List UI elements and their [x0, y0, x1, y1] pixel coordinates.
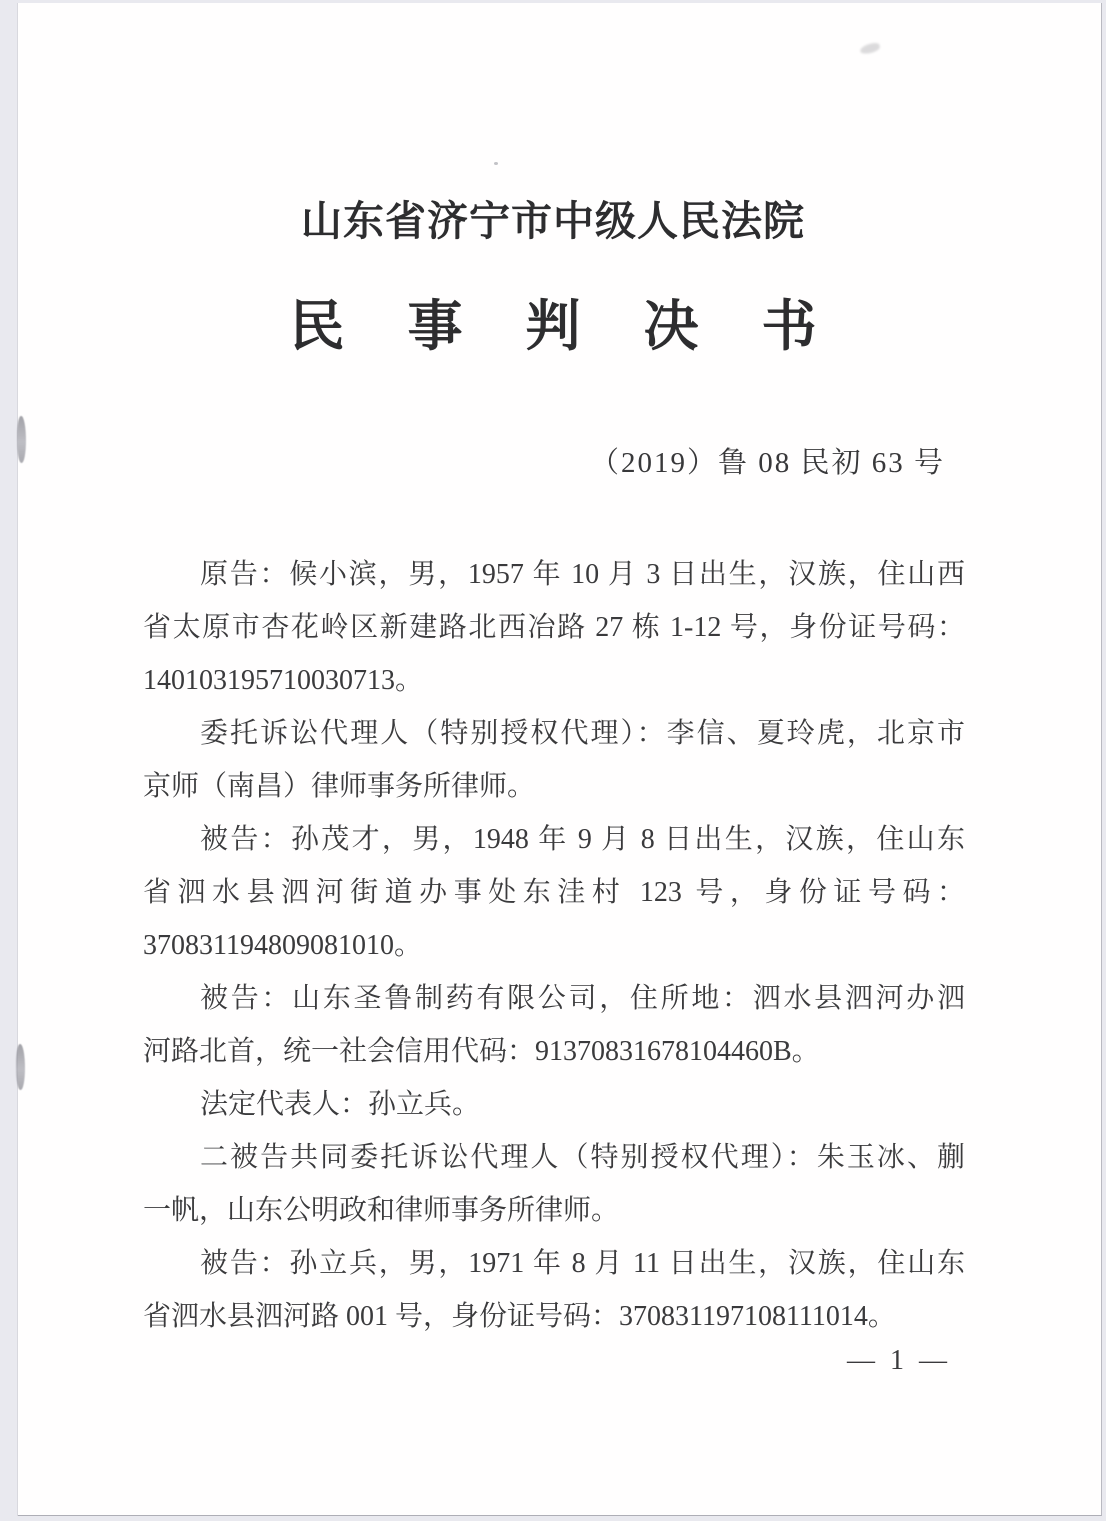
scan-speck [494, 162, 498, 165]
body-line: 法定代表人：孙立兵。 [200, 1089, 481, 1120]
document-type-text: 民事判决书 [289, 296, 880, 357]
body-line: 被告：山东圣鲁制药有限公司，住所地：泗水县泗河办泗 [200, 983, 965, 1014]
body-line: 370831194809081010。 [143, 930, 422, 961]
body-line: 委托诉讼代理人（特别授权代理）：李信、夏玲虎，北京市 [200, 718, 965, 749]
body-line: 省太原市杏花岭区新建路北西冶路 27 栋 1-12 号，身份证号码： [143, 612, 965, 643]
body-line: 140103195710030713。 [143, 665, 424, 696]
court-name-title: 山东省济宁市中级人民法院 [301, 198, 805, 244]
scan-binding-smudge [17, 416, 26, 463]
body-line: 被告：孙茂才，男，1948 年 9 月 8 日出生，汉族，住山东 [200, 824, 965, 855]
body-line: 二被告共同委托诉讼代理人（特别授权代理）：朱玉冰、蒯 [200, 1142, 965, 1173]
document-type-title [0, 282, 1106, 361]
judgment-body-text [143, 548, 965, 1343]
body-line: 一帆，山东公明政和律师事务所律师。 [143, 1195, 620, 1226]
case-number: （2019）鲁 08 民初 63 号 [589, 447, 945, 479]
body-line: 省泗水县泗河路 001 号，身份证号码：370831197108111014。 [143, 1301, 896, 1332]
body-line: 原告：候小滨，男，1957 年 10 月 3 日出生，汉族，住山西 [200, 559, 965, 590]
page-number: — 1 — [847, 1345, 951, 1376]
body-line: 河路北首，统一社会信用代码：91370831678104460B。 [143, 1036, 820, 1067]
body-line: 被告：孙立兵，男，1971 年 8 月 11 日出生，汉族，住山东 [200, 1248, 965, 1279]
scan-binding-smudge [16, 1044, 25, 1090]
body-line: 京师（南昌）律师事务所律师。 [143, 771, 536, 802]
body-line: 省泗水县泗河街道办事处东洼村 123 号，身份证号码： [143, 877, 965, 908]
